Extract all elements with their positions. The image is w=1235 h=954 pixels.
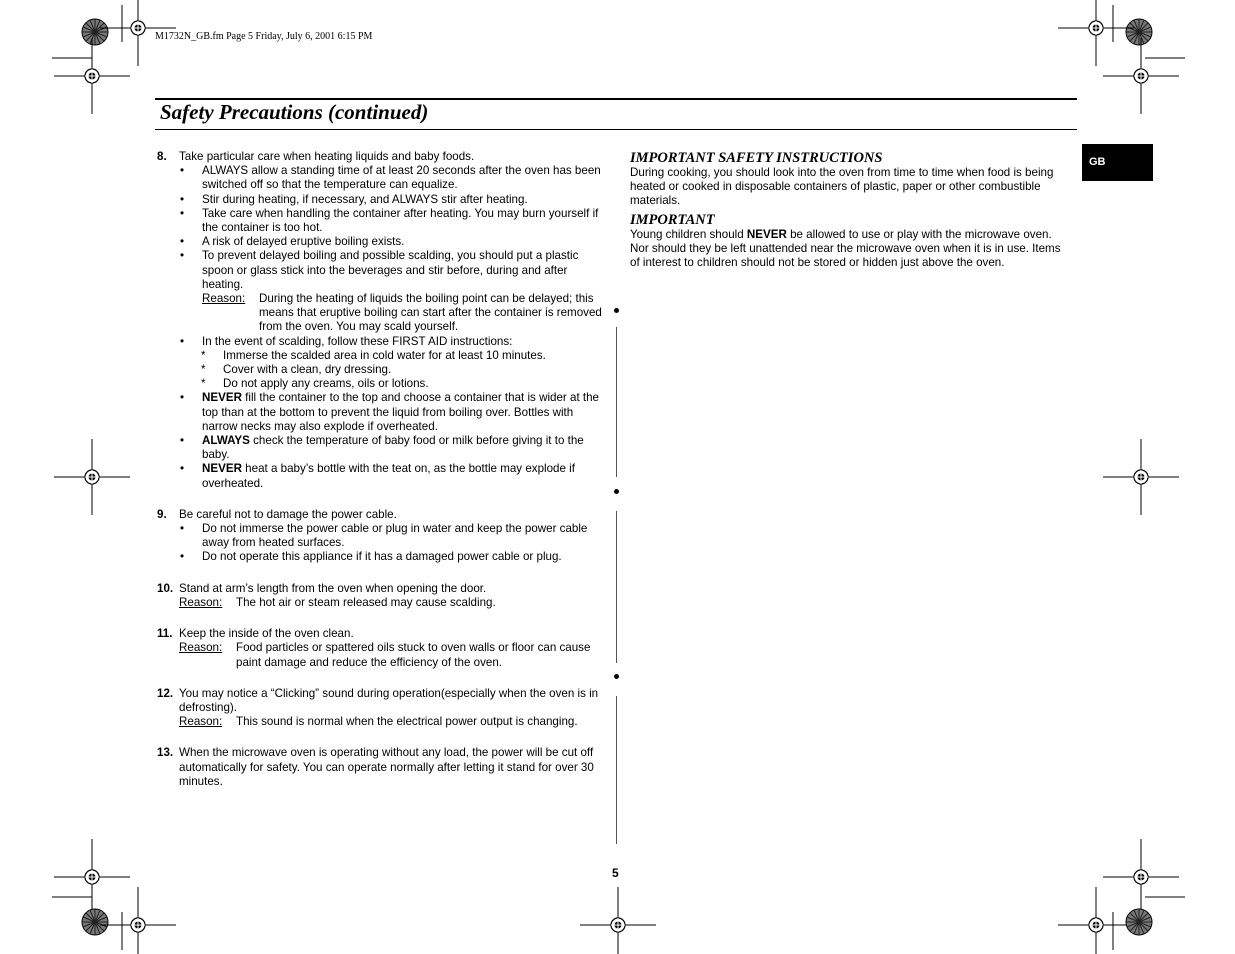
color-wheel-icon-tl: [82, 19, 108, 45]
crosshair-icon-left-middle: [54, 439, 130, 515]
item-text: Take particular care when heating liquids and baby foods.: [179, 150, 475, 163]
title-rule-bottom: [155, 129, 1077, 130]
item-number: 13.: [157, 746, 174, 760]
safety-paragraph: During cooking, you should look into the oven from time to time when food is being heated or cooked in disposable containers of plastic, paper or other combustible materials.: [630, 166, 1054, 208]
color-wheel-icon-br: [1126, 909, 1152, 935]
reason-block: [179, 596, 605, 610]
separator-dot-2: [614, 489, 619, 494]
column-divider-2: [616, 511, 617, 663]
bullet-item: • NEVER heat a baby’s bottle with the teat on, as the bottle may explode if overheated.: [180, 462, 575, 490]
bullet-item: • Take care when handling the container after heating. You may burn yourself if the container is too hot.: [180, 206, 599, 235]
safety-heading: IMPORTANT SAFETY INSTRUCTIONS: [630, 150, 883, 166]
separator-dot-3: [614, 674, 619, 679]
file-header: M1732N_GB.fm Page 5 Friday, July 6, 2001 6:15 PM: [155, 31, 373, 42]
reason-block: [179, 715, 605, 729]
item-text: When the microwave oven is operating without any load, the power will be cut off automatically for safety. You can operate normally after letting it stand for over 30 minutes.: [179, 746, 594, 788]
crosshair-icon-right-upper: [1103, 38, 1179, 114]
crosshair-icon-left-lower: [54, 839, 130, 915]
first-aid-step: * Immerse the scalded area in cold water for at least 10 minutes.: [201, 348, 546, 362]
column-divider-1: [616, 327, 617, 477]
item-text: You may notice a “Clicking” sound during operation(especially when the oven is in defrosting).: [179, 686, 599, 714]
column-divider-3: [616, 696, 617, 844]
reason-label: Reason:: [202, 292, 246, 306]
bullet-item: • Do not operate this appliance if it has a damaged power cable or plug.: [180, 550, 562, 564]
reason-label: Reason:: [179, 715, 223, 729]
item-text: Be careful not to damage the power cable.: [179, 507, 397, 521]
reason-text: Food particles or spattered oils stuck to oven walls or floor can cause paint damage and reduce the efficiency of the oven.: [236, 641, 591, 669]
left-column: [157, 150, 605, 789]
list-item-13: [157, 746, 605, 789]
list-item-9: [157, 508, 605, 565]
item-number: 11.: [157, 627, 173, 641]
bullet-item: • To prevent delayed boiling and possible scalding, you should put a plastic spoon or glass stick into the beverages and stir before, during and after heating. Reason: During the heating of liquids the boiling point can be delayed; this means that eruptive boiling can start after the container is removed from the oven. You may scald yourself.: [179, 249, 605, 334]
bullet-item: • A risk of delayed eruptive boiling exists.: [180, 235, 405, 249]
crosshair-icon-bottom-center: [580, 887, 656, 954]
bullet-item: • ALWAYS check the temperature of baby food or milk before giving it to the baby.: [180, 434, 584, 462]
language-tab: GB: [1082, 144, 1153, 181]
crosshair-icon-left-upper: [54, 38, 130, 114]
page-title: Safety Precautions (continued): [160, 100, 429, 124]
reason-text: The hot air or steam released may cause scalding.: [236, 595, 496, 609]
list-item-12: [157, 687, 605, 730]
item-number: 12.: [157, 686, 174, 700]
important-paragraph: Young children should NEVER be allowed to use or play with the microwave oven. Nor should they be left unattended near the microwave oven when it is in use. Items of interest to children should not be stored or hidden just above the oven.: [630, 227, 1061, 270]
color-wheel-icon-tr: [1126, 19, 1152, 45]
list-item-10: [157, 582, 605, 610]
important-heading: IMPORTANT: [630, 211, 715, 228]
item-number: 10.: [157, 581, 174, 595]
crosshair-icon-bottom-left: [100, 887, 176, 954]
reason-label: Reason:: [179, 595, 223, 609]
item-text: Keep the inside of the oven clean.: [179, 627, 354, 641]
reason-text: During the heating of liquids the boiling point can be delayed; this means that eruptive boiling can start after the container is removed from the oven. You may scald yourself.: [259, 292, 602, 334]
bullet-item: • ALWAYS allow a standing time of at least 20 seconds after the oven has been switched off so that the temperature can equalize.: [180, 164, 601, 192]
color-wheel-icon-bl: [82, 909, 108, 935]
reason-block: [179, 641, 605, 669]
reason-text: This sound is normal when the electrical power output is changing.: [236, 715, 578, 729]
crosshair-icon-top-right: [1058, 0, 1134, 66]
bullet-item: • Stir during heating, if necessary, and ALWAYS stir after heating.: [180, 192, 528, 206]
reason-block: [202, 292, 605, 335]
right-column: [630, 150, 1070, 270]
crosshair-icon-right-lower: [1103, 839, 1179, 915]
crosshair-icon-bottom-right: [1058, 887, 1134, 954]
bullet-item: • Do not immerse the power cable or plug in water and keep the power cable away from heated surfaces.: [180, 522, 588, 550]
reason-label: Reason:: [179, 641, 223, 655]
item-number: 9.: [157, 507, 167, 521]
item-number: 8.: [157, 150, 167, 163]
first-aid-step: * Cover with a clean, dry dressing.: [201, 363, 392, 377]
bullet-item: • NEVER fill the container to the top and choose a container that is wider at the top than at the bottom to prevent the liquid from boiling over. Bottles with narrow necks may also explode if overheated.: [180, 391, 600, 433]
list-item-8: [157, 150, 605, 491]
item-text: Stand at arm’s length from the oven when opening the door.: [179, 581, 487, 595]
page-number: 5: [612, 866, 619, 880]
list-item-11: [157, 627, 605, 670]
separator-dot-1: [614, 308, 619, 313]
first-aid-step: * Do not apply any creams, oils or lotions.: [201, 377, 429, 391]
bullet-item: • In the event of scalding, follow these FIRST AID instructions:: [180, 334, 513, 348]
crosshair-icon-right-middle: [1103, 439, 1179, 515]
